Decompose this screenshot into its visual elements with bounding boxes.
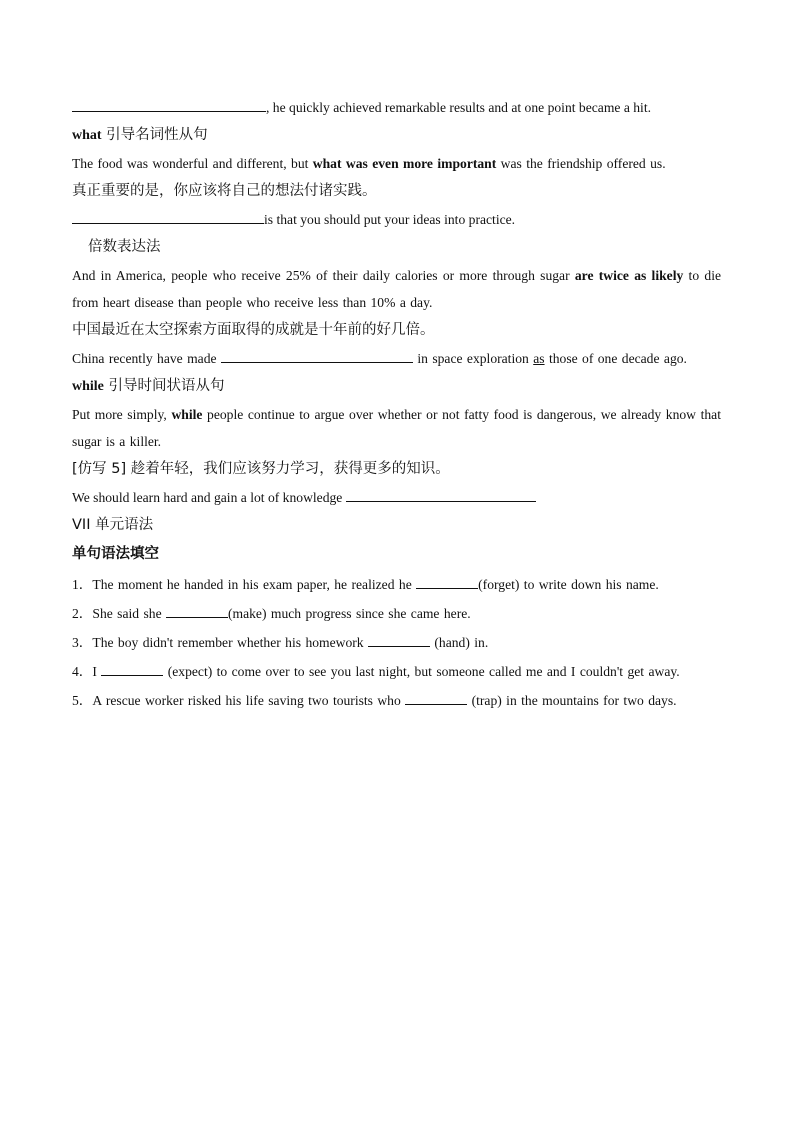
answer-blank[interactable]	[72, 99, 266, 112]
heading-multiples: 倍数表达法	[88, 239, 161, 255]
translation-line-5: We should learn hard and gain a lot of knowledge	[72, 484, 721, 511]
chinese-prompt-2: 中国最近在太空探索方面取得的成就是十年前的好几倍。	[72, 322, 435, 338]
question-1: 1．The moment he handed in his exam paper, he realized he (forget) to write down his name.	[72, 577, 659, 592]
translation-line-1: , he quickly achieved remarkable results and at one point became a hit.	[72, 94, 721, 121]
answer-blank[interactable]	[221, 350, 413, 363]
chinese-prompt-1: 真正重要的是，你应该将自己的想法付诸实践。	[72, 183, 377, 199]
heading-what-clause: what 引导名词性从句	[72, 127, 208, 143]
answer-blank[interactable]	[166, 605, 228, 618]
translation-line-2: is that you should put your ideas into practice.	[72, 206, 721, 233]
question-3: 3．The boy didn't remember whether his homework (hand) in.	[72, 635, 489, 650]
subsection-title-fill-in: 单句语法填空	[72, 546, 159, 562]
question-4: 4．I (expect) to come over to see you last night, but someone called me and I couldn't get away.	[72, 664, 680, 679]
question-5: 5．A rescue worker risked his life saving two tourists who (trap) in the mountains for two days.	[72, 693, 677, 708]
answer-blank[interactable]	[346, 489, 536, 502]
translation-line-3: China recently have made in space exploration as those of one decade ago.	[72, 351, 687, 366]
answer-blank[interactable]	[72, 211, 264, 224]
section-title-unit-grammar: VII 单元语法	[72, 517, 154, 533]
example-what-clause: The food was wonderful and different, but what was even more important was the friendship offered us.	[72, 156, 666, 171]
answer-blank[interactable]	[101, 663, 163, 676]
example-multiples: And in America, people who receive 25% of their daily calories or more through sugar are twice as likely to die from heart disease than people who receive less than 10% a day.	[72, 268, 722, 310]
heading-while-clause: while 引导时间状语从句	[72, 378, 225, 394]
answer-blank[interactable]	[368, 634, 430, 647]
worksheet-page	[72, 94, 721, 714]
answer-blank[interactable]	[405, 692, 467, 705]
question-2: 2．She said she (make) much progress since she came here.	[72, 606, 471, 621]
example-while-clause: Put more simply, while people continue to argue over whether or not fatty food is dangerous, we already know that sugar is a killer.	[72, 407, 721, 449]
answer-blank[interactable]	[416, 576, 478, 589]
imitation-prompt-5: [仿写 5] 趁着年轻，我们应该努力学习，获得更多的知识。	[72, 461, 450, 477]
